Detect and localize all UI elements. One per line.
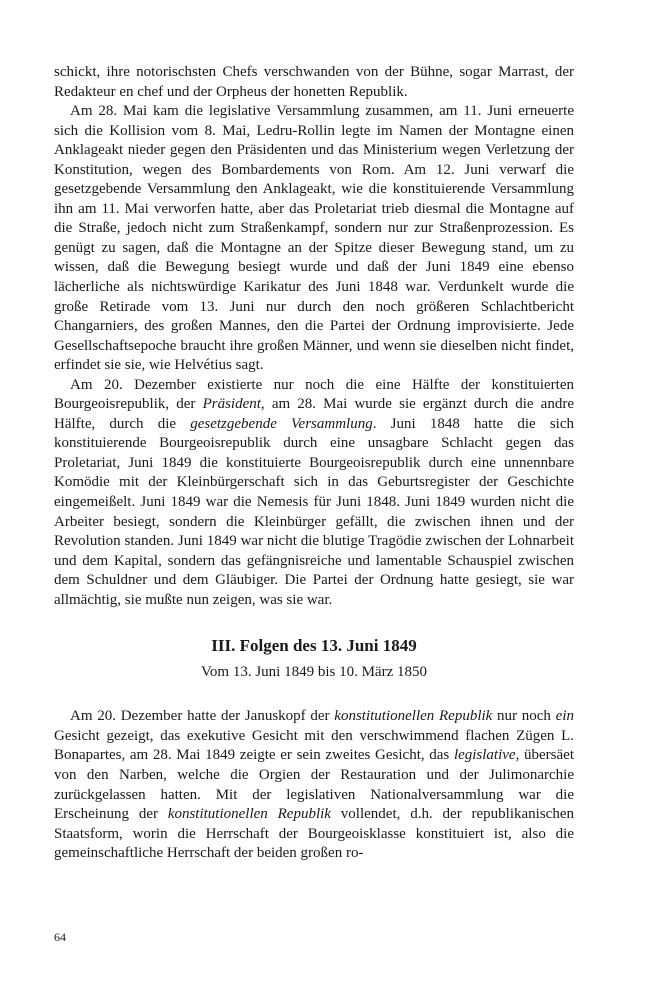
text-segment: schickt, ihre notorischsten Chefs verschwanden von der Bühne, sogar Marrast, der Redakteur en chef und der Orpheus der honetten Republik.	[54, 64, 574, 100]
italic-text: gesetzgebende Versammlung	[190, 415, 373, 432]
italic-text: konstitutionellen Republik	[334, 708, 493, 725]
text-segment: Am 20. Dezember hatte der Januskopf der	[70, 708, 335, 725]
paragraph	[54, 63, 574, 102]
text-after-heading	[54, 707, 574, 863]
paragraph	[54, 376, 574, 611]
text-segment: , am 28. Mai wurde sie ergänzt durch die andre Hälfte, durch die	[54, 396, 574, 432]
page-number: 64	[54, 930, 66, 944]
paragraph	[54, 102, 574, 376]
italic-text: konstitutionellen Republik	[167, 806, 331, 823]
paragraph	[54, 707, 574, 863]
text-segment: Am 20. Dezember existierte nur noch die eine Hälfte der konstituierten Bourgeoisrepublik, der	[54, 376, 574, 413]
chapter-title: III. Folgen des 13. Juni 1849	[211, 636, 417, 656]
page-body	[54, 63, 574, 864]
italic-text: Präsident	[202, 396, 261, 413]
text-segment: . Juni 1848 hatte die sich konstituierende Bourgeoisrepublik durch eine unsagbare Schlacht gegen das Proletariat, Juni 1849 die konstituierte Bourgeoisrepublik durch eine unnennbare Komödie mit der Kleinbürgerschaft sich in das Geburtsregister der Geschichte eingemeißelt. Juni 1849 war die Nemesis für Juni 1848. Juni 1849 wurden nicht die Arbeiter besiegt, sondern die Kleinbürger gefällt, die zwischen ihnen und der Revolution standen. Juni 1849 war nicht die blutige Tragödie zwischen der Lohnarbeit und dem Kapital, sondern das gefängnisreiche und lamentable Schauspiel zwischen dem Schuldner und dem Gläubiger. Die Partei der Ordnung hatte gesiegt, sie war allmächtig, sie mußte nun zeigen, was sie war.	[54, 415, 574, 608]
text-segment: , übersäet von den Narben, welche die Orgien der Restauration und der Julimonarchie zurückgelassen hatten. Mit der legislativen Nationalversammlung war die Erscheinung der	[54, 747, 574, 823]
chapter-subtitle: Vom 13. Juni 1849 bis 10. März 1850	[201, 664, 427, 681]
text-before-heading	[54, 63, 574, 610]
text-segment: Gesicht gezeigt, das exekutive Gesicht mit den verschwimmend flachen Zügen L. Bonapartes, am 28. Mai 1849 zeigte er sein zweites Gesicht, das	[54, 727, 574, 764]
italic-text: ein	[555, 708, 574, 725]
text-segment: vollendet, d.h. der republikanischen Staatsform, worin die Herrschaft der Bourgeoisklasse konstituiert ist, also die gemeinschaftliche Herrschaft der beiden großen ro-	[54, 806, 574, 862]
chapter-heading	[54, 635, 574, 682]
italic-text: legislative	[453, 747, 516, 764]
text-segment: Am 28. Mai kam die legislative Versammlung zusammen, am 11. Juni erneuerte sich die Kollision vom 8. Mai, Ledru-Rollin legte im Namen der Montagne einen Anklageakt nieder gegen den Präsidenten und das Ministerium wegen Verletzung der Konstitution, wegen des Bombardements von Rom. Am 12. Juni verwarf die gesetzgebende Versammlung den Anklageakt, wie die konstituierende Versammlung ihn am 11. Mai verworfen hatte, aber das Proletariat trieb diesmal die Montagne auf die Straße, jedoch nicht zum Straßenkampf, sondern nur zur Straßenprozession. Es genügt zu sagen, daß die Montagne an der Spitze dieser Bewegung stand, um zu wissen, daß die Bewegung besiegt wurde und daß der Juni 1849 eine ebenso lächerliche als nichtswürdige Karikatur des Juni 1848 war. Verdunkelt wurde die große Retirade vom 13. Juni nur durch den noch größeren Schlachtbericht Changarniers, des großen Mannes, den die Partei der Ordnung improvisierte. Jede Gesellschaftsepoche braucht ihre großen Männer, und wenn sie dieselben nicht findet, erfindet sie sie, wie Helvétius sagt.	[54, 103, 574, 374]
text-segment: nur noch	[492, 708, 556, 725]
